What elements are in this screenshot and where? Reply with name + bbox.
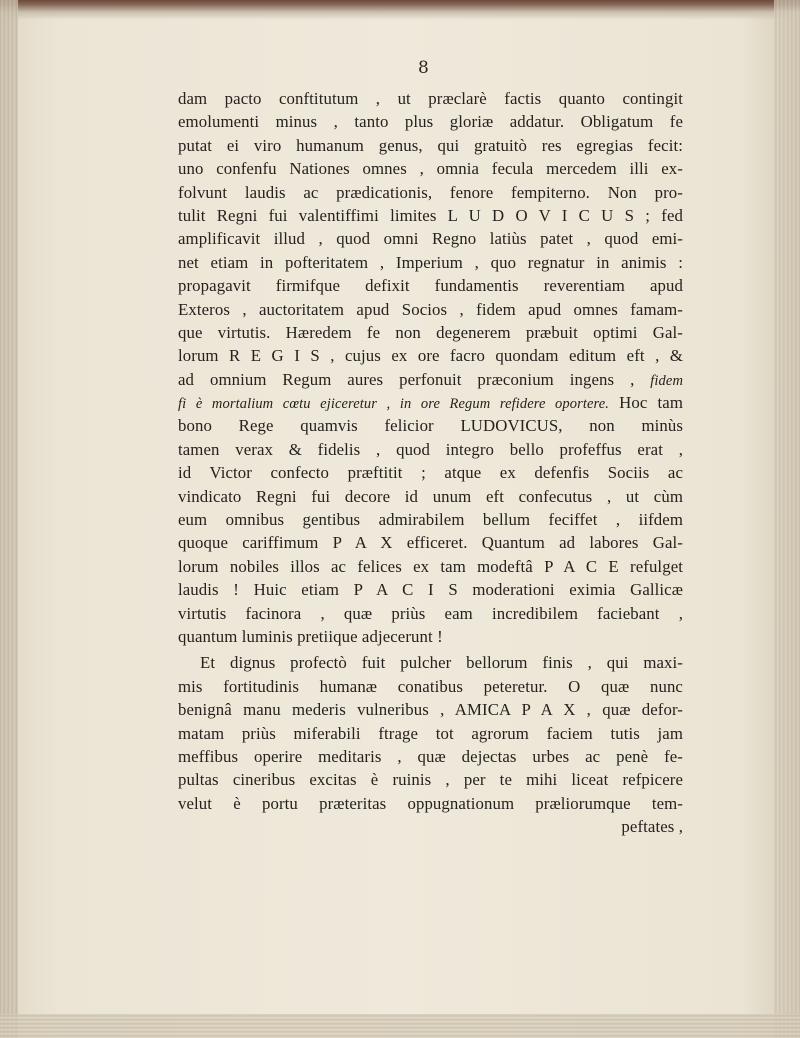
right-page-edge: [774, 0, 800, 1038]
text-line-13-italic: fidem: [650, 372, 684, 389]
text-line-3: putat ei viro humanum genus, qui gratuitò res egregias fecit:: [178, 135, 683, 155]
text-line-1: dam pacto conftitutum , ut præclarè factis quanto contingit: [178, 89, 683, 108]
text-line-22: laudis ! Huic etiam P A C I S moderationi eximia Gallicæ: [178, 580, 683, 600]
text-line-5: folvunt laudis ac prædicationis, fenore fempiterno. Non pro-: [178, 182, 683, 202]
text-line-14-roman: Hoc tam: [619, 393, 683, 413]
left-page-edge: [0, 0, 18, 1038]
top-page-edge: [0, 0, 800, 20]
text-line-21: lorum nobiles illos ac felices ex tam modeftâ P A C E refulget: [178, 556, 683, 576]
text-line-4: uno confenfu Nationes omnes , omnia fecula mercedem illi ex-: [178, 159, 683, 179]
text-line-15: bono Rege quamvis felicior LUDOVICUS, non minùs: [178, 416, 683, 436]
text-line-7: amplificavit illud , quod omni Regno latiùs patet , quod emi-: [178, 229, 683, 249]
text-line-6: tulit Regni fui valentiffimi limites L U D O V I C U S ; fed: [178, 205, 683, 225]
text-line-19: eum omnibus gentibus admirabilem bellum feciffet , iifdem: [178, 510, 683, 530]
text-line-10: Exteros , auctoritatem apud Socios , fidem apud omnes famam-: [178, 299, 683, 319]
text-line-30: pultas cineribus excitas è ruinis , per te mihi liceat refpicere: [178, 770, 683, 790]
text-line-18: vindicato Regni fui decore id unum eft confecutus , ut cùm: [178, 486, 683, 506]
text-line-2: emolumenti minus , tanto plus gloriæ addatur. Obligatum fe: [178, 112, 683, 132]
text-line-28: matam priùs miferabili ftrage tot agrorum faciem tutis jam: [178, 723, 683, 743]
text-line-23: virtutis facinora , quæ priùs eam incredibilem faciebant ,: [178, 603, 683, 623]
text-line-26: mis fortitudinis humanæ conatibus peteretur. O quæ nunc: [178, 676, 683, 696]
text-line-27: benignâ manu mederis vulneribus , AMICA P A X , quæ defor-: [178, 700, 683, 720]
bottom-page-edge: [0, 1014, 800, 1038]
text-line-24: quantum luminis pretiique adjecerunt !: [178, 626, 443, 646]
text-line-25: Et dignus profectò fuit pulcher bellorum finis , qui maxi-: [200, 653, 683, 673]
text-line-9: propagavit firmifque defixit fundamentis reverentiam apud: [178, 276, 683, 296]
text-line-17: id Victor confecto præftitit ; atque ex defenfis Sociis ac: [178, 463, 683, 483]
page-number: 8: [418, 58, 429, 78]
text-line-16: tamen verax & fidelis , quod integro bello profeffus erat ,: [178, 439, 683, 459]
text-line-13-roman: ad omnium Regum aures perfonuit præconium ingens ,: [178, 369, 635, 389]
text-line-11: que virtutis. Hæredem fe non degenerem præbuit optimi Gal-: [178, 322, 683, 342]
text-line-8: net etiam in pofteritatem , Imperium , quo regnatur in animis :: [178, 252, 683, 272]
text-line-29: meffibus operire meditaris , quæ dejectas urbes ac penè fe-: [178, 746, 683, 766]
body-text: [178, 87, 683, 839]
text-line-12: lorum R E G I S , cujus ex ore facro quondam editum eft , &: [178, 346, 683, 366]
text-line-32: peftates ,: [621, 817, 683, 837]
text-line-31: velut è portu præteritas oppugnationum præliorumque tem-: [178, 793, 683, 813]
text-line-13: [178, 368, 683, 391]
text-line-14-italic: fi è mortalium cœtu ejiceretur , in ore Regum refidere oportere.: [178, 396, 609, 413]
text-line-20: quoque cariffimum P A X efficeret. Quantum ad labores Gal-: [178, 533, 683, 553]
text-line-14: [178, 391, 683, 414]
